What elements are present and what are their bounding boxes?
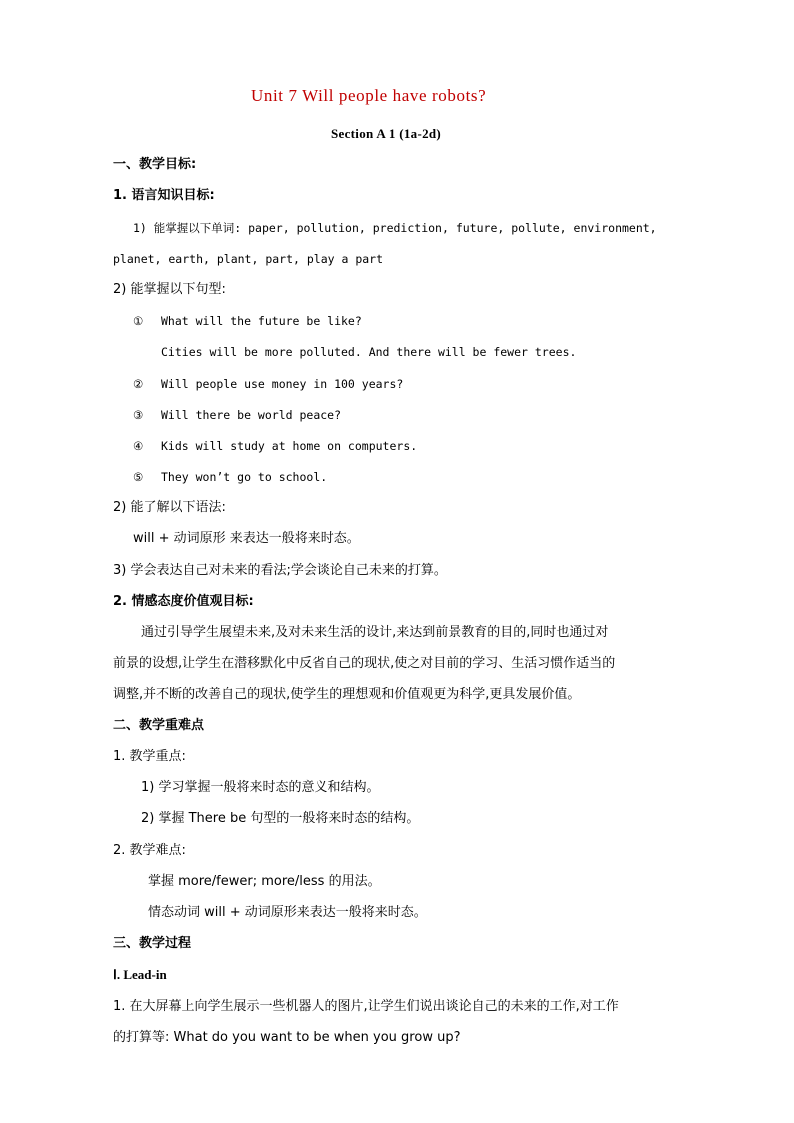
- sentence-item: [133, 406, 341, 424]
- sentence-text: Will people use money in 100 years?: [161, 377, 404, 391]
- sentence-number: ③: [133, 408, 144, 422]
- section-subtitle: Section A 1 (1a-2d): [331, 126, 442, 141]
- difficulty-2: 情态动词 will + 动词原形来表达一般将来时态。: [148, 905, 427, 920]
- key-point-1: 1) 学习掌握一般将来时态的意义和结构。: [141, 780, 380, 795]
- heading-key-difficult: 二、教学重难点: [113, 718, 205, 733]
- heading-teaching-goals: 一、教学目标:: [113, 157, 197, 172]
- sentence-item: [133, 375, 403, 393]
- vocab-line-1: 1) 能掌握以下单词: paper, pollution, prediction, future, pollute, environment,: [133, 221, 657, 235]
- paragraph-line: 调整,并不断的改善自己的现状,使学生的理想观和价值观更为科学,更具发展价值。: [113, 687, 581, 702]
- heading-attitude-goals: 2. 情感态度价值观目标:: [113, 594, 254, 609]
- sentence-text: Cities will be more polluted. And there will be fewer trees.: [161, 345, 577, 359]
- sentence-text: Kids will study at home on computers.: [161, 439, 418, 453]
- difficulty-1: 掌握 more/fewer; more/less 的用法。: [148, 874, 381, 889]
- key-point-2: 2) 掌握 There be 句型的一般将来时态的结构。: [141, 811, 420, 826]
- sentence-number: ①: [133, 314, 144, 328]
- heading-language-goals: 1. 语言知识目标:: [113, 188, 215, 203]
- grammar-heading: 2) 能了解以下语法:: [113, 500, 226, 515]
- sentence-number: ④: [133, 439, 144, 453]
- paragraph-line: 前景的设想,让学生在潜移默化中反省自己的现状,使之对目前的学习、生活习惯作适当的: [113, 656, 616, 671]
- sentence-text: They won’t go to school.: [161, 470, 328, 484]
- item-3: 3) 学会表达自己对未来的看法;学会谈论自己未来的打算。: [113, 563, 447, 578]
- process-line: 的打算等: What do you want to be when you grow up?: [113, 1030, 461, 1045]
- heading-teaching-process: 三、教学过程: [113, 936, 192, 951]
- process-line: 1. 在大屏幕上向学生展示一些机器人的图片,让学生们说出谈论自己的未来的工作,对工作: [113, 999, 619, 1014]
- sentence-item: [133, 468, 327, 486]
- sentence-item: [133, 312, 362, 330]
- sentences-heading: 2) 能掌握以下句型:: [113, 282, 226, 297]
- difficulty-heading: 2. 教学难点:: [113, 843, 186, 858]
- document-title: Unit 7 Will people have robots?: [251, 86, 487, 105]
- sentence-text: Will there be world peace?: [161, 408, 342, 422]
- paragraph-line: 通过引导学生展望未来,及对未来生活的设计,来达到前景教育的目的,同时也通过对: [141, 625, 609, 640]
- sentence-text: What will the future be like?: [161, 314, 362, 328]
- grammar-line: will + 动词原形 来表达一般将来时态。: [133, 531, 360, 546]
- vocab-line-2: planet, earth, plant, part, play a part: [113, 252, 384, 266]
- sentence-number: ②: [133, 377, 144, 391]
- sentence-item: [133, 343, 576, 361]
- lead-in-heading: Ⅰ. Lead-in: [113, 967, 167, 982]
- key-points-heading: 1. 教学重点:: [113, 749, 186, 764]
- sentence-number: ⑤: [133, 470, 144, 484]
- sentence-item: [133, 437, 417, 455]
